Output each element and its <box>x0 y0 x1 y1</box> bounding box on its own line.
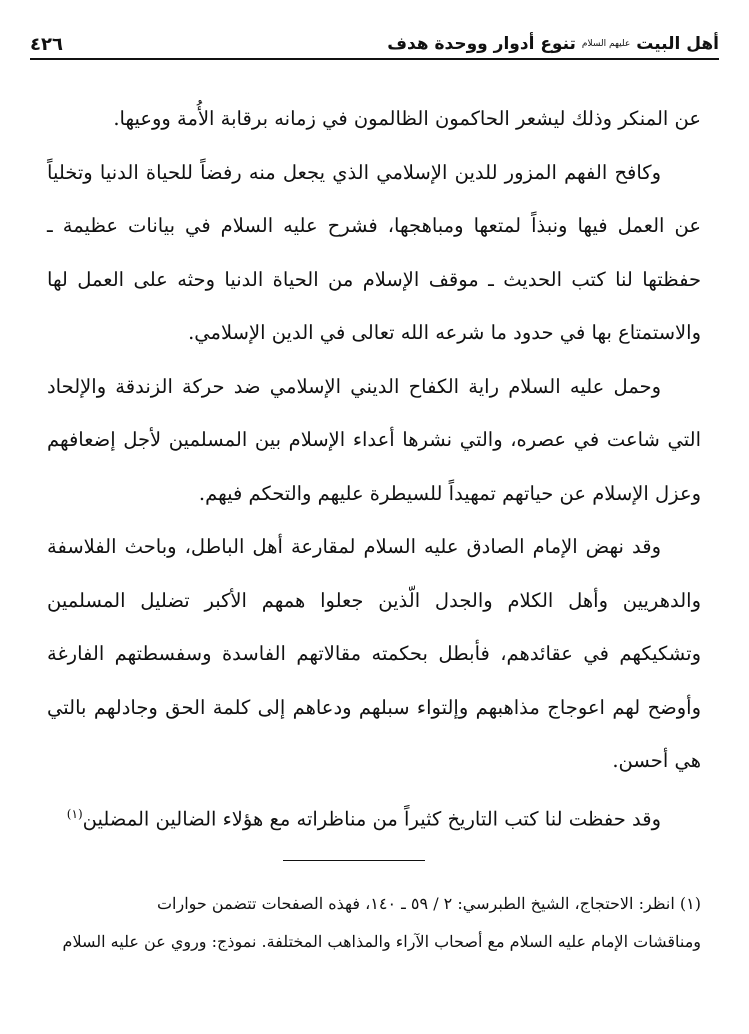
footnote-line-2: ومناقشات الإمام عليه السلام مع أصحاب الآراء والمذاهب المختلفة. نموذج: وروي عن عليه السلام <box>62 932 701 951</box>
footnote-separator <box>283 860 425 861</box>
paragraph-5 <box>47 788 701 846</box>
paragraph-1: عن المنكر وذلك ليشعر الحاكمون الظالمون في زمانه برقابة الأُمة ووعيها. <box>113 107 701 130</box>
header-title <box>387 34 719 54</box>
footnote-marker: (١) <box>66 806 83 821</box>
paragraph-3: وحمل عليه السلام راية الكفاح الديني الإسلامي ضد حركة الزندقة والإلحاد التي شاعت في عصره، والتي نشرها أعداء الإسلام بين المسلمين لأجل إضعافهم وعزل الإسلام عن حياتهم تمهيداً للسيطرة عليهم والتحكم فيهم. <box>47 374 701 505</box>
main-text <box>47 92 701 846</box>
book-title: أهل البيت <box>636 34 719 54</box>
paragraph-5-text: وقد حفظت لنا كتب التاريخ كثيراً من مناظراته مع هؤلاء الضالين المضلين <box>82 807 661 830</box>
chapter-title: تنوع أدوار ووحدة هدف <box>387 34 576 54</box>
paragraph-2: وكافح الفهم المزور للدين الإسلامي الذي يجعل منه رفضاً للحياة الدنيا وتخلياً عن العمل فيها ونبذاً لمتعها ومباهجها، فشرح عليه السلام في بيانات عظيمة ـ حفظتها لنا كتب الحديث ـ موقف الإسلام من الحياة الدنيا وحثه على العمل لها والاستمتاع بها في حدود ما شرعه الله تعالى في الدين الإسلامي. <box>47 160 701 344</box>
honorific-symbol: عليهم السلام <box>581 39 631 49</box>
page-number: ٤٢٦ <box>30 33 63 55</box>
footnote-line-1: (١) انظر: الاحتجاج، الشيخ الطبرسي: ٢ / ٥٩ ـ ١٤٠، فهذه الصفحات تتضمن حوارات <box>156 894 701 913</box>
footnote <box>47 885 701 961</box>
paragraph-4: وقد نهض الإمام الصادق عليه السلام لمقارعة أهل الباطل، وباحث الفلاسفة والدهريين وأهل الكلام والجدل الّذين جعلوا همهم الأكبر تضليل المسلمين وتشكيكهم في عقائدهم، فأبطل بحكمته مقالاتهم الفاسدة وسفسطتهم الفارغة وأوضح لهم اعوجاج مذاهبهم وإلتواء سبلهم ودعاهم إلى كلمة الحق وجادلهم بالتي هي أحسن. <box>47 535 701 772</box>
running-header <box>30 30 719 60</box>
